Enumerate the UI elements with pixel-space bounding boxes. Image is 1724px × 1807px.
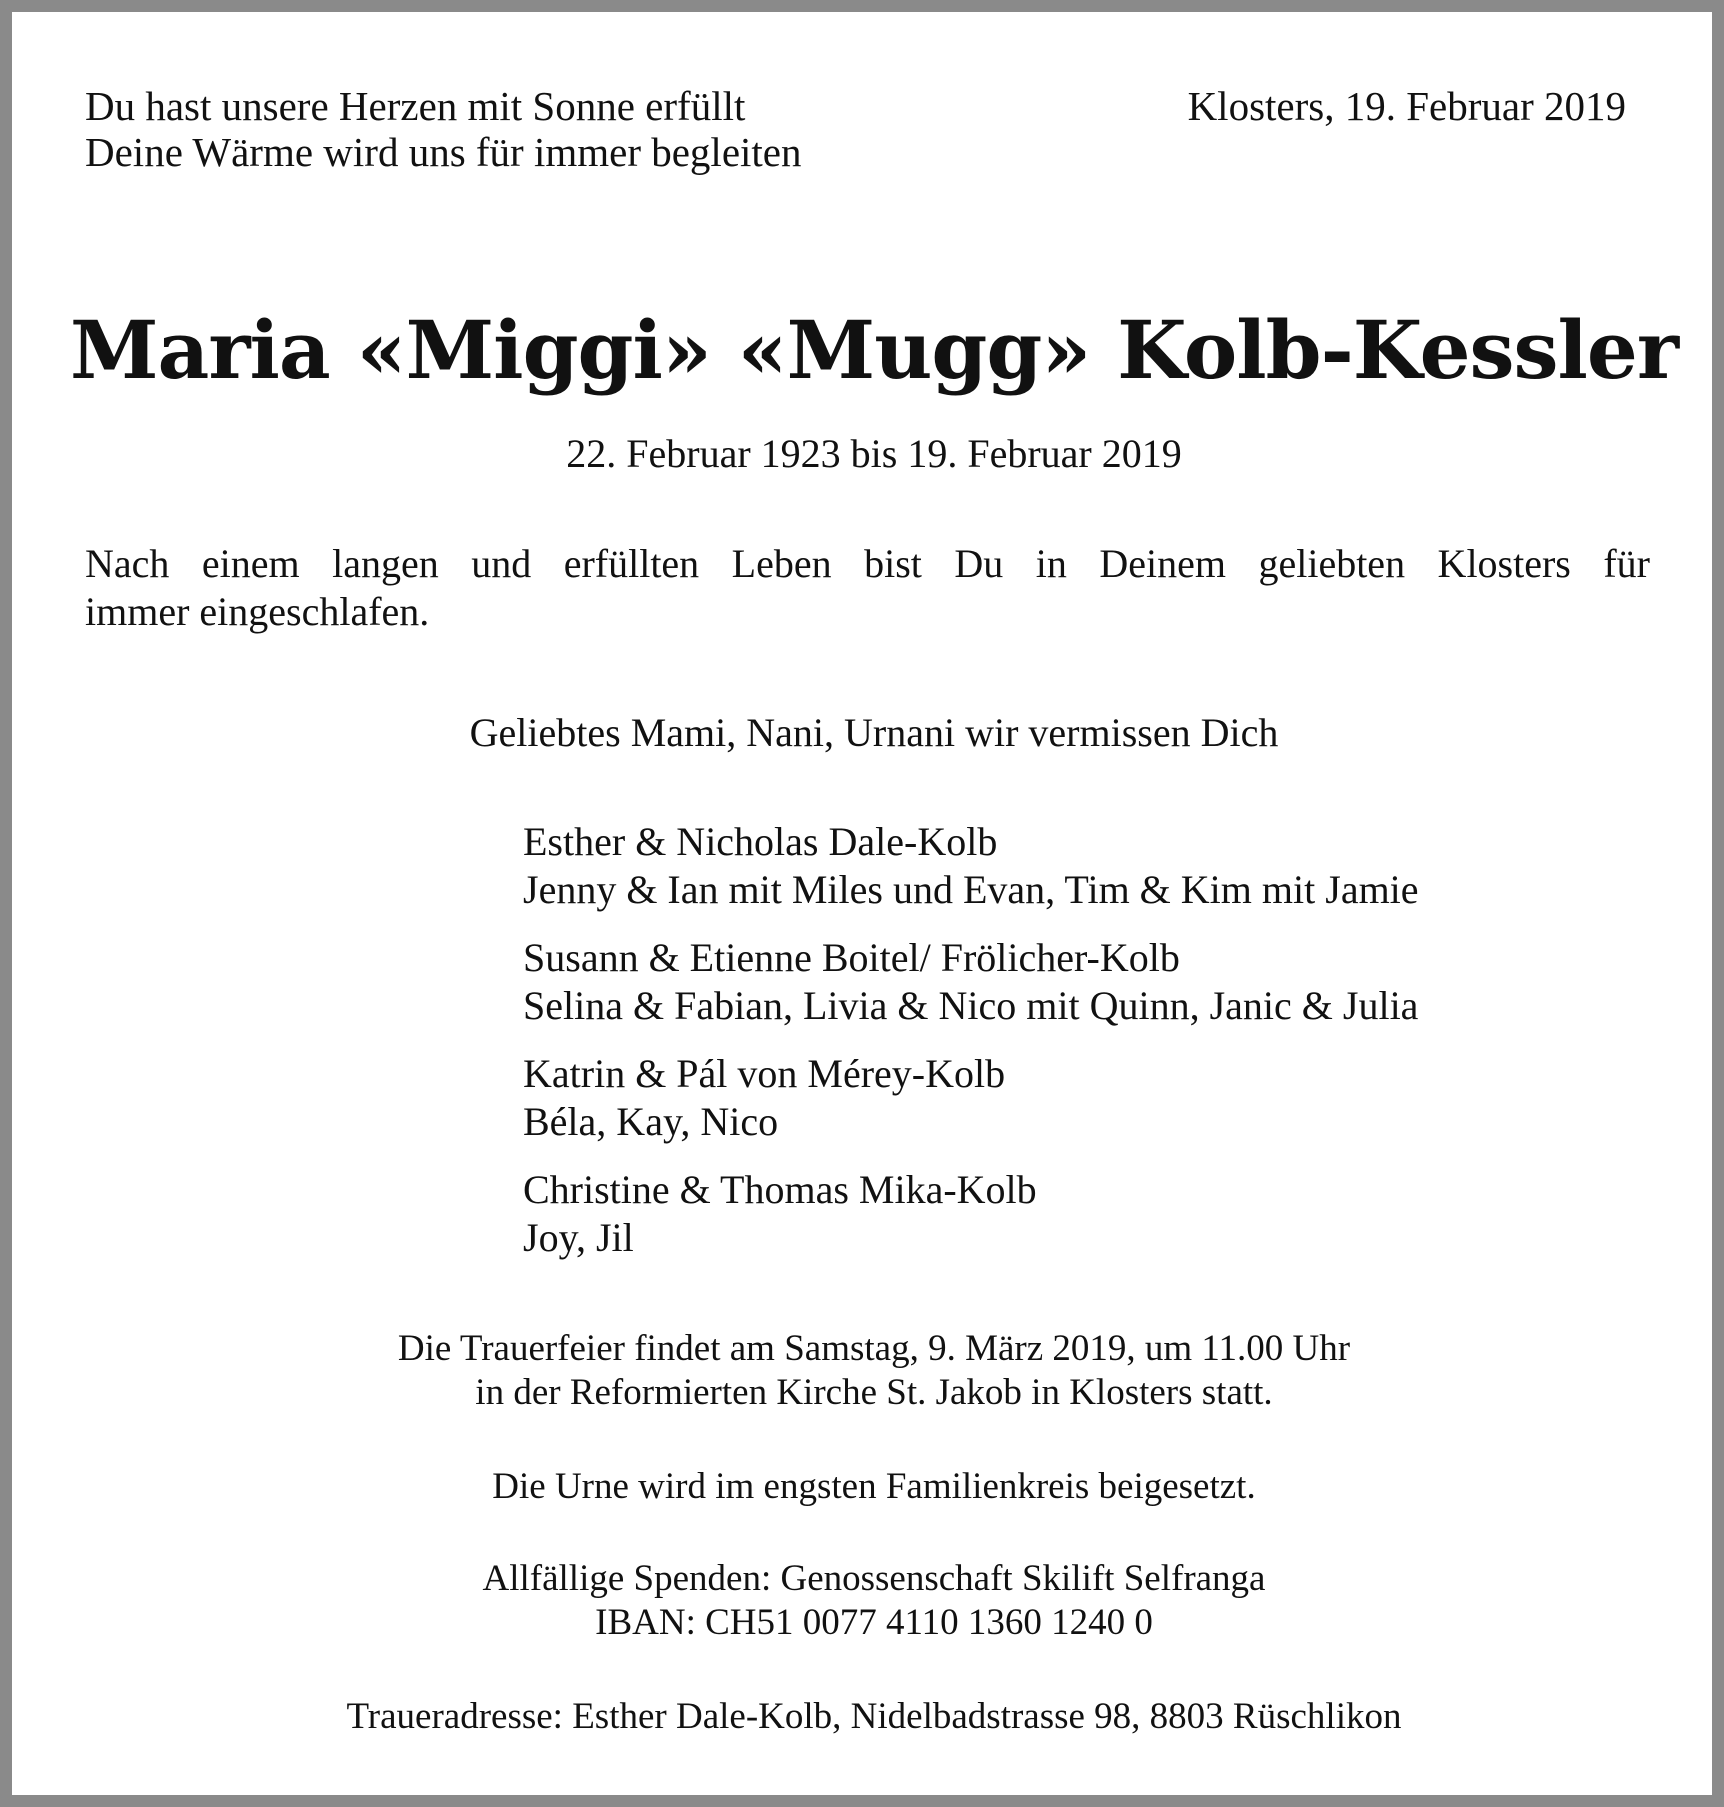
family-children: Selina & Fabian, Livia & Nico mit Quinn, Janic & Julia	[523, 983, 1419, 1028]
deceased-name: Maria «Miggi» «Mugg» Kolb-Kessler	[70, 303, 1678, 397]
family-children: Béla, Kay, Nico	[523, 1099, 779, 1144]
place-date: Klosters, 19. Februar 2019	[1187, 83, 1626, 129]
service-line-1: Die Trauerfeier findet am Samstag, 9. März 2019, um 11.00 Uhr	[397, 1328, 1351, 1369]
family-children: Joy, Jil	[523, 1215, 634, 1260]
motto-line-1: Du hast unsere Herzen mit Sonne erfüllt	[85, 83, 746, 129]
urn-note: Die Urne wird im engsten Familienkreis beigesetzt.	[492, 1466, 1256, 1507]
family-parents: Susann & Etienne Boitel/ Frölicher-Kolb	[523, 935, 1180, 980]
farewell-line: Geliebtes Mami, Nani, Urnani wir vermissen Dich	[469, 710, 1279, 755]
service-line-2: in der Reformierten Kirche St. Jakob in Klosters statt.	[475, 1372, 1273, 1413]
family-parents: Christine & Thomas Mika-Kolb	[523, 1167, 1037, 1212]
motto-line-2: Deine Wärme wird uns für immer begleiten	[85, 129, 802, 175]
donations-line-1: Allfällige Spenden: Genossenschaft Skilift Selfranga	[482, 1558, 1266, 1599]
message-line-2: immer eingeschlafen.	[85, 589, 430, 634]
family-children: Jenny & Ian mit Miles und Evan, Tim & Kim mit Jamie	[523, 867, 1419, 912]
message-line-1: Nach einem langen und erfüllten Leben bist Du in Deinem geliebten Klosters für	[85, 541, 1650, 586]
family-parents: Esther & Nicholas Dale-Kolb	[523, 819, 998, 864]
family-parents: Katrin & Pál von Mérey-Kolb	[523, 1051, 1006, 1096]
donations-iban: IBAN: CH51 0077 4110 1360 1240 0	[595, 1602, 1153, 1643]
mourning-address: Traueradresse: Esther Dale-Kolb, Nidelbadstrasse 98, 8803 Rüschlikon	[346, 1696, 1402, 1737]
life-dates: 22. Februar 1923 bis 19. Februar 2019	[566, 431, 1182, 476]
